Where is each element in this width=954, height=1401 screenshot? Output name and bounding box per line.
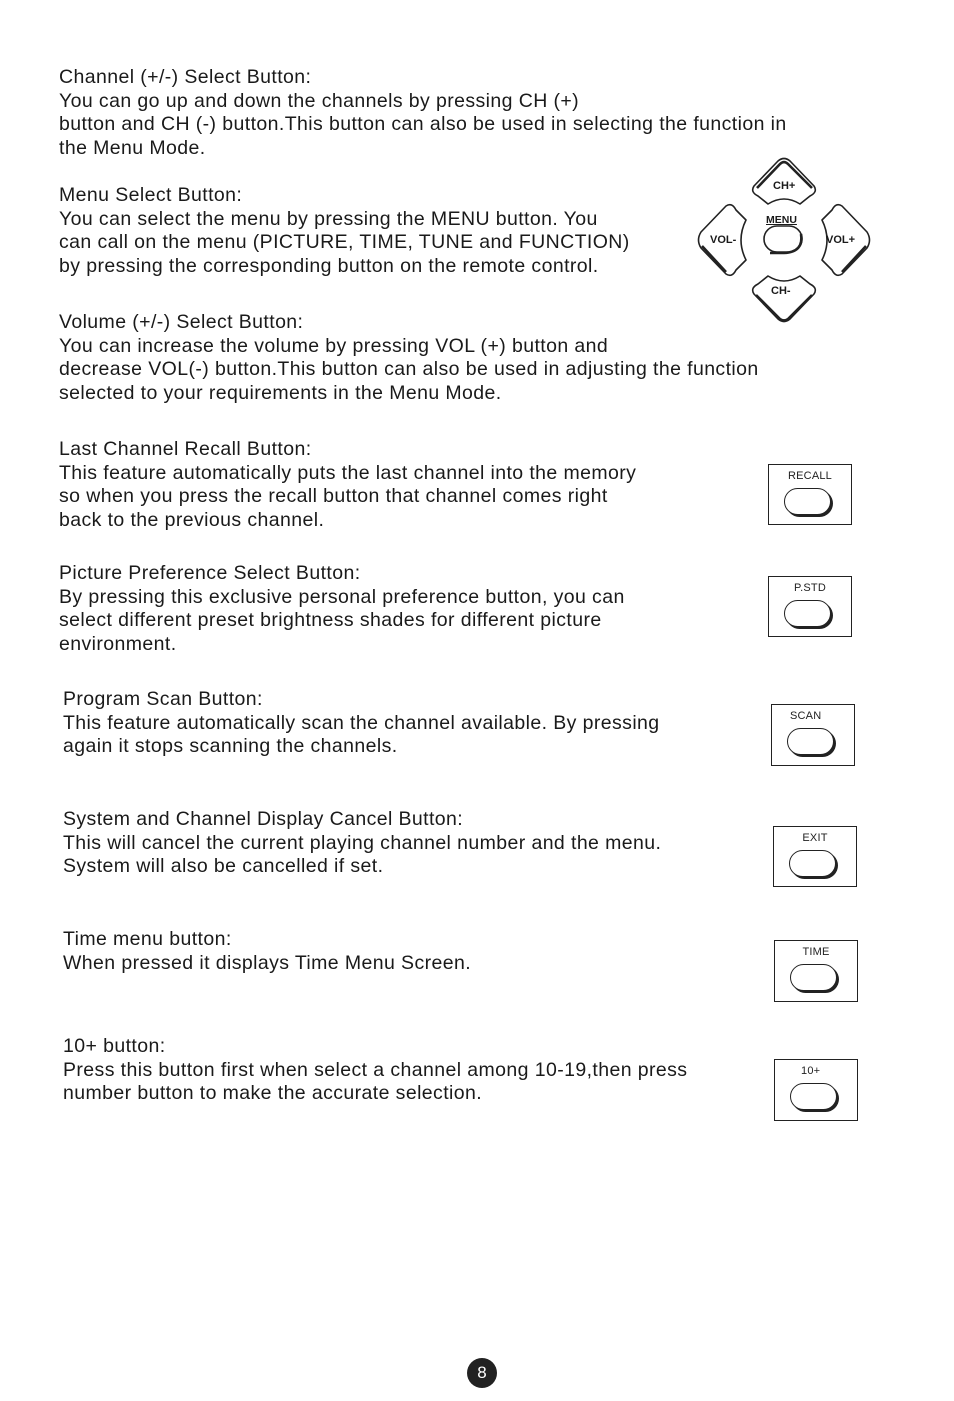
exit-key-illustration [773,826,857,887]
body-line: You can select the menu by pressing the MENU button. You [59,207,598,230]
section-channel-select [59,66,787,160]
dpad-ch-minus-label: CH- [771,285,791,297]
section-menu-select [59,184,630,278]
key-label: 10+ [801,1065,821,1077]
key-shape [784,488,831,515]
body-line: This will cancel the current playing channel number and the menu. [63,831,662,854]
section-ten-plus [63,1035,687,1106]
section-heading: Menu Select Button: [59,184,243,206]
key-label: SCAN [790,710,822,722]
body-line: the Menu Mode. [59,136,206,159]
section-picture-preference [59,562,625,656]
key-shape [790,1083,837,1110]
section-heading: Channel (+/-) Select Button: [59,66,312,88]
body-line: This feature automatically scan the channel available. By pressing [63,711,660,734]
key-label: RECALL [788,470,832,482]
recall-key-illustration [768,464,852,525]
body-line: select different preset brightness shades for different picture [59,609,602,632]
dpad-ch-plus-label: CH+ [773,180,796,192]
body-line: back to the previous channel. [59,508,325,531]
key-shape [790,964,837,991]
time-key-illustration [774,940,858,1002]
section-time-menu [63,928,471,975]
key-label: TIME [802,946,830,958]
body-line: so when you press the recall button that channel comes right [59,485,608,508]
body-line: can call on the menu (PICTURE, TIME, TUNE and FUNCTION) [59,231,630,254]
body-line: by pressing the corresponding button on the remote control. [59,254,599,277]
body-line: selected to your requirements in the Menu Mode. [59,381,502,404]
key-shape [789,850,836,877]
key-shape [787,728,834,755]
scan-key-illustration [771,704,855,766]
body-line: System will also be cancelled if set. [63,855,384,878]
dpad-vol-minus-label: VOL- [710,234,737,246]
body-line: button and CH (-) button.This button can also be used in selecting the function in [59,113,787,136]
key-shape [784,600,831,627]
section-heading: 10+ button: [63,1035,166,1057]
dpad-vol-plus-label: VOL+ [826,234,856,246]
ten-plus-key-illustration [774,1059,858,1121]
body-line: You can go up and down the channels by pressing CH (+) [59,89,580,112]
body-line: again it stops scanning the channels. [63,735,398,758]
section-heading: Last Channel Recall Button: [59,438,312,460]
pstd-key-illustration [768,576,852,637]
body-line: This feature automatically puts the last channel into the memory [59,461,637,484]
key-label: P.STD [794,582,826,594]
section-volume-select [59,311,759,405]
remote-dpad-illustration [696,156,872,324]
section-program-scan [63,688,660,759]
page-number: 8 [467,1358,497,1388]
body-line: number button to make the accurate selection. [63,1082,483,1105]
section-last-channel-recall [59,438,636,532]
section-heading: System and Channel Display Cancel Button: [63,808,464,830]
section-display-cancel [63,808,661,879]
dpad-menu-label: MENU [766,214,797,226]
section-heading: Picture Preference Select Button: [59,562,361,584]
body-line: By pressing this exclusive personal preference button, you can [59,585,625,608]
body-line: decrease VOL(-) button.This button can also be used in adjusting the function [59,358,759,381]
body-line: Press this button first when select a channel among 10-19,then press [63,1058,688,1081]
section-heading: Volume (+/-) Select Button: [59,311,304,333]
body-line: When pressed it displays Time Menu Screen. [63,951,472,974]
section-heading: Program Scan Button: [63,688,263,710]
body-line: You can increase the volume by pressing VOL (+) button and [59,334,609,357]
section-heading: Time menu button: [63,928,232,950]
body-line: environment. [59,632,177,655]
key-label: EXIT [802,832,828,844]
